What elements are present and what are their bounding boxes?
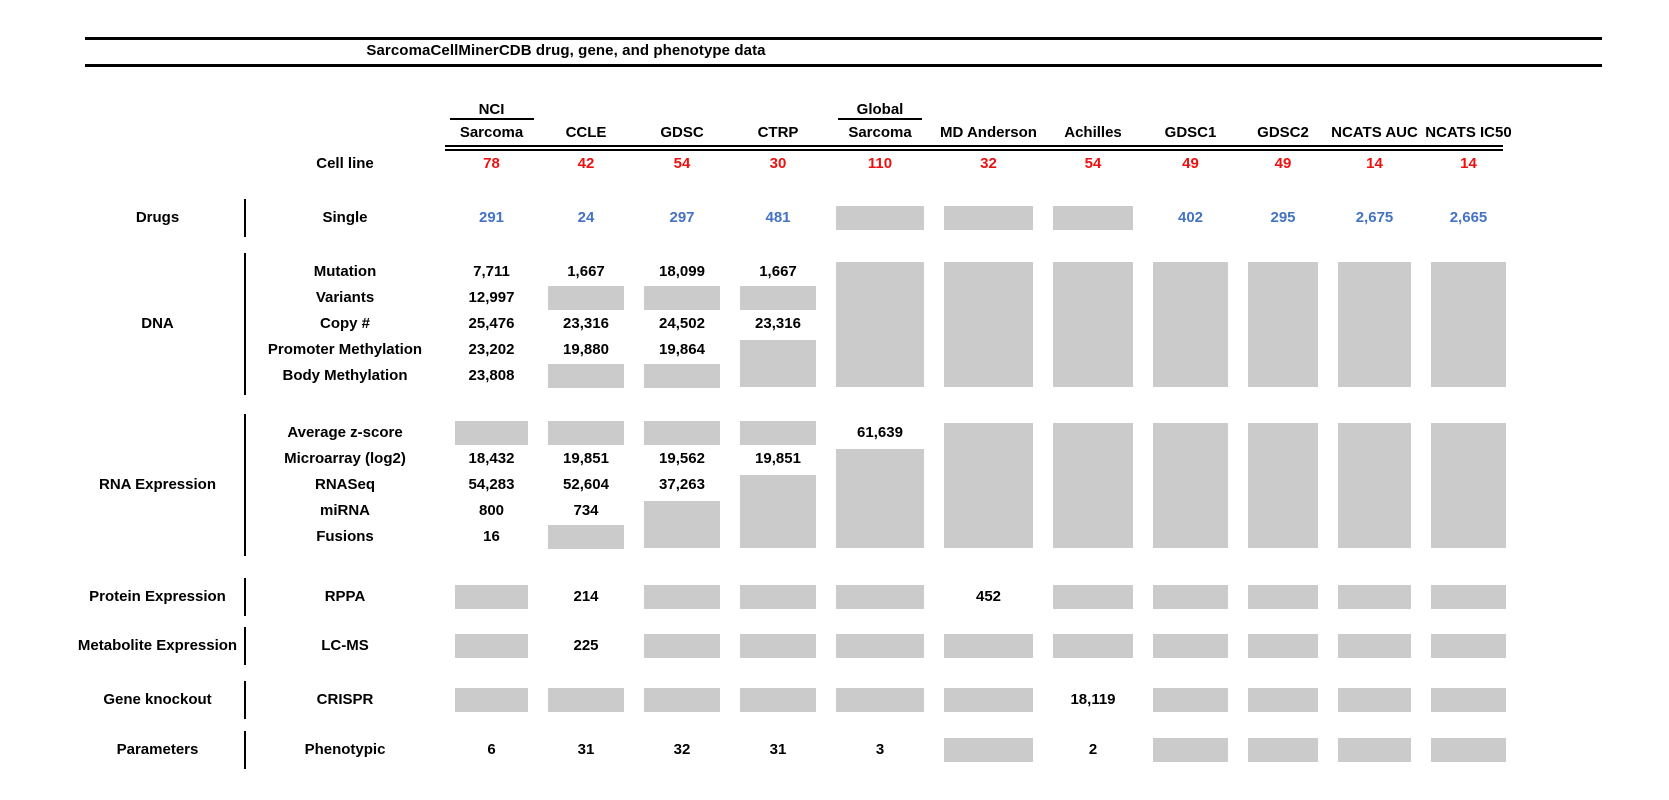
no-data-box	[1143, 687, 1238, 713]
data-cell: 23,808	[468, 367, 515, 384]
no-data-box	[730, 337, 826, 389]
no-data-box	[1143, 420, 1238, 550]
data-cell: 37,263	[659, 476, 705, 493]
cell-line-count: 49	[1274, 155, 1292, 172]
category-label: Drugs	[135, 209, 180, 226]
no-data-box-fill	[1153, 738, 1228, 762]
data-cell: 19,864	[659, 341, 705, 358]
no-data-box	[1238, 259, 1328, 389]
no-data-box	[730, 285, 826, 311]
row-label: Body Methylation	[282, 367, 408, 384]
column-header-top: Global	[838, 94, 922, 120]
no-data-box-fill	[740, 475, 816, 548]
no-data-box	[1043, 633, 1143, 659]
no-data-box	[826, 687, 934, 713]
no-data-box-fill	[548, 421, 624, 445]
no-data-box-fill	[1431, 423, 1506, 548]
no-data-box	[1421, 737, 1516, 763]
column-header: Sarcoma	[848, 124, 912, 141]
section-parameters	[70, 737, 1516, 763]
cell-line-label: Cell line	[316, 155, 374, 172]
no-data-box-fill	[836, 634, 924, 658]
row-label: Microarray (log2)	[284, 450, 406, 467]
category-label: Metabolite Expression	[77, 637, 238, 654]
no-data-box	[826, 584, 934, 610]
data-cell: 12,997	[468, 289, 515, 306]
data-cell: 16	[483, 528, 500, 545]
category-label: DNA	[141, 315, 174, 332]
category-divider-line	[244, 627, 246, 665]
no-data-box-fill	[455, 688, 528, 712]
no-data-box-fill	[836, 449, 924, 548]
title-rule-bottom	[85, 64, 1602, 67]
no-data-box-fill	[1053, 262, 1133, 387]
data-cell: 52,604	[563, 476, 609, 493]
no-data-box	[1238, 584, 1328, 610]
no-data-box-fill	[1248, 688, 1318, 712]
data-cell: 1,667	[759, 263, 797, 280]
column-header: NCATS AUC	[1331, 124, 1418, 141]
no-data-box	[730, 472, 826, 550]
no-data-box-fill	[944, 206, 1033, 230]
data-cell: 214	[573, 588, 599, 605]
no-data-box	[445, 420, 538, 446]
category-divider-line	[244, 414, 246, 556]
no-data-box	[538, 420, 634, 446]
section-rna-expression	[70, 420, 1516, 550]
no-data-box-fill	[1248, 585, 1318, 609]
row-label: RNASeq	[314, 476, 375, 493]
cell-line-count: 42	[577, 155, 595, 172]
figure-title: SarcomaCellMinerCDB drug, gene, and phenotype data	[366, 42, 766, 59]
no-data-box	[634, 687, 730, 713]
row-label: Phenotypic	[304, 741, 386, 758]
section-protein-expression	[70, 584, 1516, 610]
data-cell: 19,851	[755, 450, 801, 467]
data-cell: 402	[1177, 209, 1204, 226]
no-data-box-fill	[644, 364, 720, 388]
no-data-box	[1328, 737, 1421, 763]
no-data-box	[1421, 420, 1516, 550]
no-data-box-fill	[1338, 585, 1411, 609]
column-header: CCLE	[565, 124, 607, 141]
data-cell: 2,665	[1449, 209, 1488, 226]
data-cell: 7,711	[473, 263, 510, 280]
no-data-box	[730, 687, 826, 713]
no-data-box	[826, 205, 934, 231]
section-metabolite-expression	[70, 633, 1516, 659]
no-data-box	[934, 205, 1043, 231]
column-header: Achilles	[1064, 124, 1122, 141]
no-data-box	[1421, 687, 1516, 713]
data-cell: 225	[573, 637, 599, 654]
row-label: Promoter Methylation	[267, 341, 423, 358]
no-data-box	[1421, 584, 1516, 610]
no-data-box-fill	[1338, 738, 1411, 762]
cell-line-count: 14	[1366, 155, 1383, 172]
no-data-box	[1238, 687, 1328, 713]
data-cell: 295	[1270, 209, 1296, 226]
no-data-box	[634, 633, 730, 659]
no-data-box-fill	[644, 421, 720, 445]
column-header: GDSC1	[1164, 124, 1217, 141]
no-data-box-fill	[548, 364, 624, 388]
category-divider-line	[244, 731, 246, 769]
data-cell: 24,502	[659, 315, 705, 332]
no-data-box	[1043, 259, 1143, 389]
no-data-box	[1043, 584, 1143, 610]
category-label: RNA Expression	[99, 476, 216, 493]
cell-line-count: 54	[673, 155, 691, 172]
no-data-box	[826, 259, 934, 389]
no-data-box	[634, 285, 730, 311]
cell-line-count: 30	[769, 155, 787, 172]
no-data-box	[634, 498, 730, 550]
no-data-box	[445, 687, 538, 713]
column-header: CTRP	[757, 124, 799, 141]
no-data-box	[538, 687, 634, 713]
no-data-box-fill	[836, 262, 924, 387]
data-cell: 61,639	[857, 424, 903, 441]
no-data-box	[1238, 633, 1328, 659]
no-data-box-fill	[1248, 423, 1318, 548]
row-label: miRNA	[319, 502, 370, 519]
no-data-box-fill	[1338, 688, 1411, 712]
data-cell: 291	[478, 209, 505, 226]
no-data-box-fill	[740, 688, 816, 712]
column-header: NCATS IC50	[1425, 124, 1512, 141]
row-label: Fusions	[316, 528, 374, 545]
no-data-box-fill	[1431, 262, 1506, 387]
no-data-box	[445, 633, 538, 659]
no-data-box-fill	[836, 585, 924, 609]
column-header: MD Anderson	[940, 124, 1037, 141]
cell-line-count: 54	[1084, 155, 1102, 172]
row-label: Single	[322, 209, 368, 226]
no-data-box-fill	[1153, 585, 1228, 609]
no-data-box	[730, 584, 826, 610]
data-cell: 32	[673, 741, 691, 758]
no-data-box	[445, 584, 538, 610]
data-cell: 24	[577, 209, 595, 226]
data-cell: 2,675	[1355, 209, 1394, 226]
data-cell: 25,476	[468, 315, 515, 332]
no-data-box	[634, 420, 730, 446]
no-data-box-fill	[836, 206, 924, 230]
no-data-box	[1143, 259, 1238, 389]
category-label: Parameters	[116, 741, 199, 758]
category-label: Protein Expression	[89, 588, 226, 605]
no-data-box-fill	[1053, 634, 1133, 658]
category-divider-line	[244, 199, 246, 237]
row-label: Copy #	[319, 315, 370, 332]
no-data-box	[1238, 420, 1328, 550]
no-data-box	[538, 524, 634, 550]
column-header-top: NCI	[450, 94, 534, 120]
data-cell: 18,432	[468, 450, 515, 467]
no-data-box	[730, 633, 826, 659]
row-label: CRISPR	[316, 691, 374, 708]
category-divider-line	[244, 681, 246, 719]
column-header: Sarcoma	[459, 124, 524, 141]
title-rule-top	[85, 37, 1602, 40]
no-data-box-fill	[1431, 585, 1506, 609]
no-data-box-fill	[944, 262, 1033, 387]
no-data-box	[1421, 259, 1516, 389]
no-data-box-fill	[1153, 634, 1228, 658]
no-data-box	[934, 633, 1043, 659]
cell-line-count: 110	[867, 155, 893, 172]
no-data-box	[1421, 633, 1516, 659]
no-data-box	[1143, 737, 1238, 763]
column-header: GDSC	[660, 124, 704, 141]
no-data-box-fill	[944, 423, 1033, 548]
no-data-box	[1043, 420, 1143, 550]
no-data-box	[934, 259, 1043, 389]
data-cell: 481	[765, 209, 791, 226]
data-cell: 18,099	[659, 263, 705, 280]
data-cell: 1,667	[567, 263, 605, 280]
no-data-box-fill	[1431, 738, 1506, 762]
category-divider-line	[244, 253, 246, 395]
data-cell: 6	[487, 741, 496, 758]
no-data-box-fill	[740, 286, 816, 310]
data-cell: 297	[669, 209, 695, 226]
no-data-box-fill	[944, 738, 1033, 762]
no-data-box-fill	[548, 688, 624, 712]
no-data-box-fill	[644, 501, 720, 548]
data-cell: 19,880	[563, 341, 609, 358]
no-data-box	[934, 420, 1043, 550]
no-data-box-fill	[548, 286, 624, 310]
row-label: Mutation	[313, 263, 377, 280]
data-cell: 3	[875, 741, 885, 758]
section-gene-knockout	[70, 687, 1516, 713]
no-data-box-fill	[455, 634, 528, 658]
no-data-box-fill	[1153, 262, 1228, 387]
no-data-box-fill	[1153, 423, 1228, 548]
no-data-box	[1328, 420, 1421, 550]
category-label: Gene knockout	[103, 691, 212, 708]
data-cell: 800	[478, 502, 505, 519]
no-data-box	[1328, 259, 1421, 389]
no-data-box-fill	[740, 634, 816, 658]
data-cell: 31	[769, 741, 787, 758]
no-data-box-fill	[644, 688, 720, 712]
no-data-box-fill	[1338, 423, 1411, 548]
no-data-box-fill	[1053, 585, 1133, 609]
no-data-box-fill	[455, 585, 528, 609]
data-cell: 19,562	[659, 450, 705, 467]
no-data-box-fill	[1248, 634, 1318, 658]
data-cell: 2	[1088, 741, 1098, 758]
cell-line-row	[70, 151, 1516, 177]
no-data-box-fill	[740, 340, 816, 387]
no-data-box	[934, 737, 1043, 763]
no-data-box	[1328, 584, 1421, 610]
column-header-row	[70, 94, 1516, 146]
no-data-box-fill	[944, 688, 1033, 712]
data-cell: 23,202	[468, 341, 515, 358]
no-data-box	[538, 285, 634, 311]
no-data-box	[1328, 633, 1421, 659]
no-data-box	[1238, 737, 1328, 763]
no-data-box-fill	[548, 525, 624, 549]
no-data-box-fill	[740, 585, 816, 609]
no-data-box	[634, 363, 730, 389]
row-label: LC-MS	[321, 637, 369, 654]
no-data-box-fill	[740, 421, 816, 445]
no-data-box-fill	[644, 286, 720, 310]
data-cell: 734	[573, 502, 599, 519]
cell-line-count: 49	[1182, 155, 1199, 172]
no-data-box-fill	[1338, 634, 1411, 658]
no-data-box-fill	[1431, 634, 1506, 658]
no-data-box-fill	[1053, 206, 1133, 230]
cell-line-count: 78	[483, 155, 500, 172]
section-dna	[70, 259, 1516, 389]
no-data-box	[826, 446, 934, 550]
no-data-box	[934, 687, 1043, 713]
no-data-box-fill	[1248, 738, 1318, 762]
no-data-box-fill	[836, 688, 924, 712]
data-cell: 23,316	[563, 315, 609, 332]
cell-line-count: 14	[1460, 155, 1477, 172]
data-cell: 31	[577, 741, 595, 758]
no-data-box-fill	[1053, 423, 1133, 548]
no-data-box-fill	[644, 634, 720, 658]
no-data-box	[1043, 205, 1143, 231]
row-label: RPPA	[324, 588, 366, 605]
no-data-box	[634, 584, 730, 610]
no-data-box	[1143, 633, 1238, 659]
no-data-box-fill	[944, 634, 1033, 658]
no-data-box	[826, 633, 934, 659]
data-cell: 19,851	[563, 450, 609, 467]
column-header: GDSC2	[1257, 124, 1309, 141]
no-data-box	[1328, 687, 1421, 713]
data-cell: 23,316	[755, 315, 801, 332]
no-data-box-fill	[644, 585, 720, 609]
row-label: Variants	[315, 289, 375, 306]
no-data-box-fill	[1338, 262, 1411, 387]
data-cell: 452	[975, 588, 1002, 605]
data-cell: 54,283	[468, 476, 515, 493]
no-data-box-fill	[455, 421, 528, 445]
cell-line-count: 32	[980, 155, 997, 172]
no-data-box-fill	[1431, 688, 1506, 712]
no-data-box-fill	[1248, 262, 1318, 387]
no-data-box-fill	[1153, 688, 1228, 712]
no-data-box	[1143, 584, 1238, 610]
category-divider-line	[244, 578, 246, 616]
no-data-box	[538, 363, 634, 389]
no-data-box	[730, 420, 826, 446]
section-drugs	[70, 205, 1516, 231]
data-cell: 18,119	[1070, 691, 1116, 708]
row-label: Average z-score	[287, 424, 403, 441]
